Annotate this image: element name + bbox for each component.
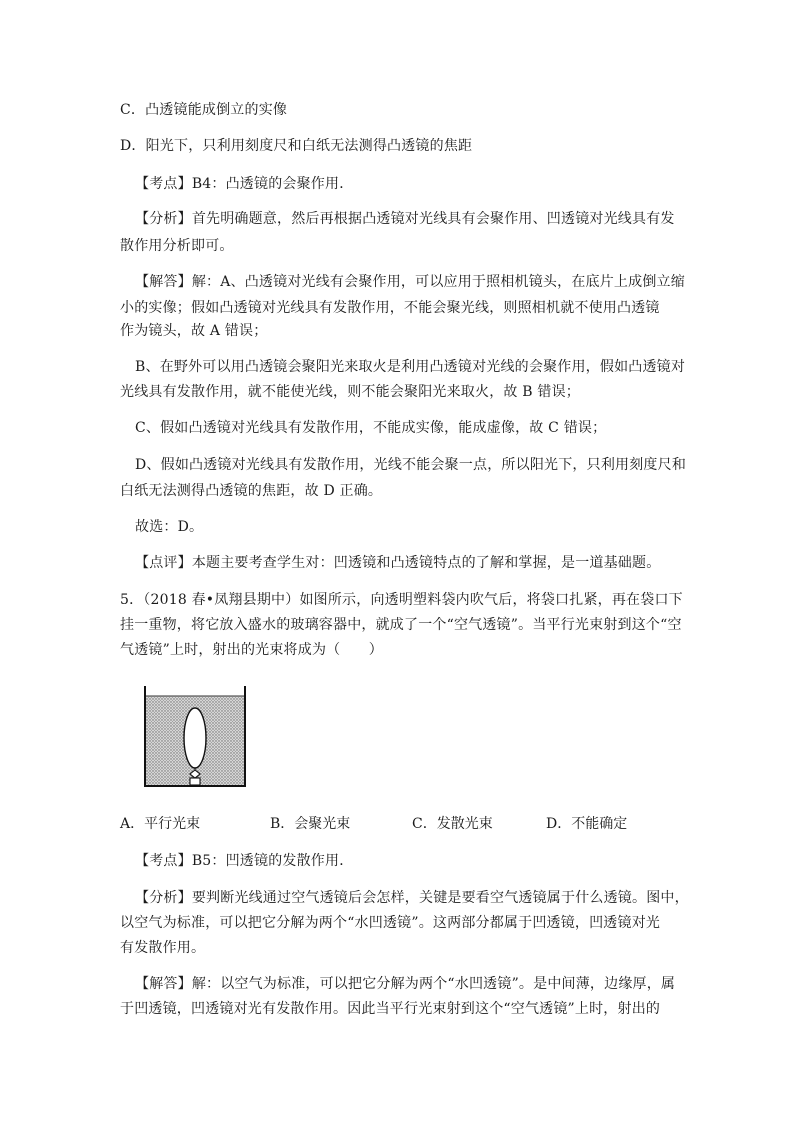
dianping-tag: 【点评】 bbox=[135, 555, 192, 571]
q5-stem-line-1: 5．（2018 春•凤翔县期中）如图所示，向透明塑料袋内吹气后，将袋口扎紧，再在袋口下 bbox=[120, 592, 683, 608]
q5-choices bbox=[120, 814, 680, 834]
q5-stem-line-3: 气透镜”上时，射出的光束将成为（ ） bbox=[120, 642, 383, 658]
fenxi-tag: 【分析】 bbox=[135, 211, 192, 227]
option-c: C．凸透镜能成倒立的实像 bbox=[120, 102, 288, 118]
q5-jieda-tag: 【解答】 bbox=[135, 976, 192, 992]
q5-jieda-line-2: 于凹透镜，凹透镜对光有发散作用。因此当平行光束射到这个“空气透镜”上时，射出的 bbox=[120, 1001, 661, 1017]
weight bbox=[190, 778, 200, 785]
jieda-line-1 bbox=[135, 272, 685, 292]
q5-jieda-text-1: 解：以空气为标准，可以把它分解为两个“水凹透镜”。是中间薄，边缘厚，属 bbox=[191, 976, 676, 992]
kaodian-text: B4：凸透镜的会聚作用． bbox=[191, 176, 354, 192]
dianping-text: 本题主要考查学生对：凹透镜和凸透镜特点的了解和掌握，是一道基础题。 bbox=[191, 555, 661, 571]
choice-a[interactable]: A．平行光束 bbox=[120, 816, 201, 832]
fenxi-line-1 bbox=[135, 209, 675, 229]
q5-stem-line-2: 挂一重物，将它放入盛水的玻璃容器中，就成了一个“空气透镜”。当平行光束射到这个“空 bbox=[120, 617, 682, 633]
q5-jieda-line-1 bbox=[135, 974, 675, 994]
choice-b[interactable]: B．会聚光束 bbox=[270, 816, 351, 832]
air-bag bbox=[184, 708, 206, 768]
q5-fenxi-line-2: 以空气为标准，可以把它分解为两个“水凹透镜”。这两部分都属于凹透镜，凹透镜对光 bbox=[120, 915, 661, 931]
kaodian-tag: 【考点】 bbox=[135, 176, 192, 192]
q5-fenxi-text-1: 要判断光线通过空气透镜后会怎样，关键是要看空气透镜属于什么透镜。图中， bbox=[191, 890, 689, 906]
kaodian-line bbox=[135, 174, 353, 194]
answer-line: 故选：D。 bbox=[135, 519, 204, 535]
q5-kaodian-text: B5：凹透镜的发散作用． bbox=[191, 853, 354, 869]
jieda-tag: 【解答】 bbox=[135, 274, 192, 290]
q5-fenxi-line-1 bbox=[135, 888, 689, 908]
b-line-1: B、在野外可以用凸透镜会聚阳光来取火是利用凸透镜对光线的会聚作用，假如凸透镜对 bbox=[135, 359, 686, 375]
dianping-line bbox=[135, 553, 660, 573]
q5-fenxi-tag: 【分析】 bbox=[135, 890, 192, 906]
q5-kaodian-line bbox=[135, 851, 353, 871]
fenxi-text-1: 首先明确题意，然后再根据凸透镜对光线具有会聚作用、凹透镜对光线具有发 bbox=[191, 211, 675, 227]
option-d: D．阳光下，只利用刻度尺和白纸无法测得凸透镜的焦距 bbox=[120, 138, 473, 154]
jieda-line-2: 小的实像；假如凸透镜对光线具有发散作用，不能会聚光线，则照相机就不使用凸透镜 bbox=[120, 300, 660, 316]
d-line-2: 白纸无法测得凸透镜的焦距，故 D 正确。 bbox=[120, 483, 383, 499]
q5-figure bbox=[143, 686, 247, 788]
choice-d[interactable]: D．不能确定 bbox=[546, 816, 628, 832]
c-line-1: C、假如凸透镜对光线具有发散作用，不能成实像，能成虚像，故 C 错误； bbox=[135, 420, 607, 436]
q5-kaodian-tag: 【考点】 bbox=[135, 853, 192, 869]
jieda-line-3: 作为镜头，故 A 错误； bbox=[120, 323, 268, 339]
b-line-2: 光线具有发散作用，就不能使光线，则不能会聚阳光来取火，故 B 错误； bbox=[120, 384, 580, 400]
choice-c[interactable]: C．发散光束 bbox=[412, 816, 493, 832]
d-line-1: D、假如凸透镜对光线具有发散作用，光线不能会聚一点，所以阳光下，只利用刻度尺和 bbox=[135, 457, 687, 473]
q5-fenxi-line-3: 有发散作用。 bbox=[120, 940, 206, 956]
jieda-text-1: 解：A、凸透镜对光线有会聚作用，可以应用于照相机镜头，在底片上成倒立缩 bbox=[191, 274, 685, 290]
fenxi-line-2: 散作用分析即可。 bbox=[120, 238, 234, 254]
air-lens-container-diagram bbox=[143, 686, 247, 788]
